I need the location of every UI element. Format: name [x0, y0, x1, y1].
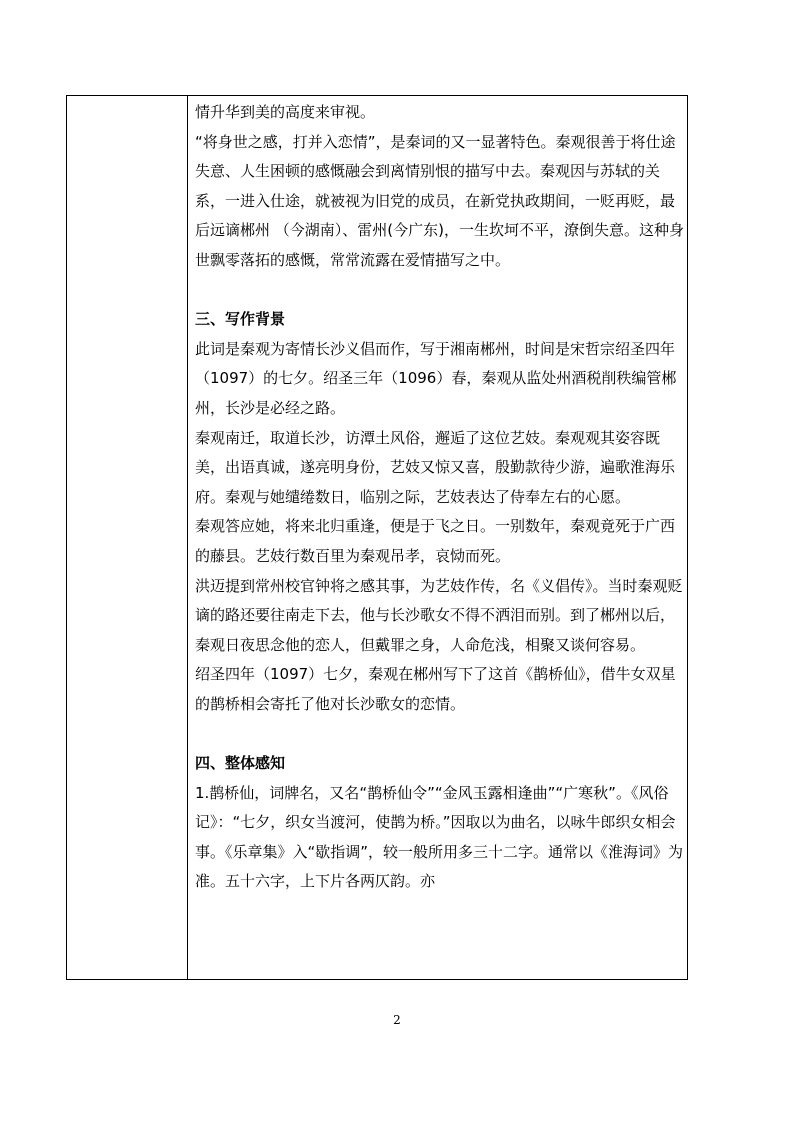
table-content-cell [195, 98, 685, 897]
paragraph: 秦观答应她，将来北归重逢，便是于飞之日。一别数年，秦观竟死于广西的藤县。艺妓行数百里为秦观吊孝，哀恸而死。 [195, 517, 676, 565]
paragraph: 洪迈提到常州校官钟将之感其事，为艺妓作传，名《义倡传》。当时秦观贬谪的路还要往南走下去，他与长沙歌女不得不洒泪而别。到了郴州以后，秦观日夜思念他的恋人，但戴罪之身，人命危浅，相聚又谈何容易。 [195, 576, 683, 654]
paragraph: 秦观南迁，取道长沙，访潭土风俗，邂逅了这位艺妓。秦观观其姿容既美，出语真诚，遂亮明身份，艺妓又惊又喜，殷勤款待少游，遍歌淮海乐府。秦观与她缱绻数日，临别之际，艺妓表达了侍奉左右的心愿。 [195, 428, 676, 506]
paragraph: 1.鹊桥仙，词牌名，又名“鹊桥仙令”“金风玉露相逢曲”“广寒秋”。《风俗记》：“七夕，织女当渡河，使鹊为桥。”因取以为曲名，以咏牛郎织女相会事。《乐章集》入“歇指调”，较一般所用多三十二字。通常以《淮海词》为准。五十六字，上下片各两仄韵。亦 [195, 783, 684, 891]
section-heading-overview: 四、整体感知 [195, 754, 286, 773]
paragraph: 此词是秦观为寄情长沙义倡而作，写于湘南郴州，时间是宋哲宗绍圣四年（1097）的七夕。绍圣三年（1096）春，秦观从监处州酒税削秩编管郴州，长沙是必经之路。 [195, 339, 677, 417]
page-number: 2 [393, 1013, 401, 1027]
paragraph: “将身世之感，打并入恋情”，是秦词的又一显著特色。秦观很善于将仕途失意、人生困顿的感慨融会到离情别恨的描写中去。秦观因与苏轼的关系，一进入仕途，就被视为旧党的成员，在新党执政期间，一贬再贬，最后远谪郴州 （今湖南）、雷州(今广东)，一生坎坷不平，潦倒失意。这种身世飘零落拓的感慨，常常流露在爱情描写之中。 [195, 132, 684, 269]
table-column-divider [187, 96, 188, 979]
section-heading-background: 三、写作背景 [195, 310, 286, 329]
table-left-cell [67, 96, 187, 979]
paragraph: 绍圣四年（1097）七夕，秦观在郴州写下了这首《鹊桥仙》，借牛女双星的鹊桥相会寄托了他对长沙歌女的恋情。 [195, 665, 676, 713]
spacer [195, 719, 685, 749]
lesson-table [66, 95, 688, 980]
spacer [195, 276, 685, 306]
continuation-text: 情升华到美的高度来审视。 [195, 103, 376, 121]
